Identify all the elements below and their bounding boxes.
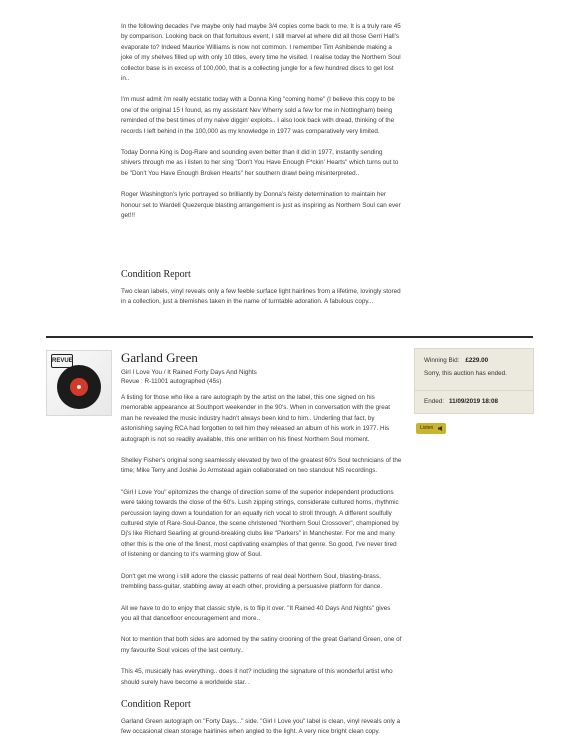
description-paragraph: I'm must admit i'm really ecstatic today with a Donna King "coming home" (I believe this copy to be one of the original 15 I found, as my assistant Nev Wherry sold a few for me in Nottingham) being reminded of the best times of my naive diggin' exploits.. I also look back with dread, thinking of the records I left behind in the 100,000 as my knowledge in 1977 was comparatively very limited.: [121, 96, 395, 135]
description-paragraph: "Girl I Love You" epitomizes the change of direction some of the superior independent productions were taking towards the close of the 60's. Lush zipping strings, considerate cultured horns, rhythmic percussion laying down a foundation for an equally rich vocal to stroll through. A different soulfully cultured style of Rare-Soul-Dance, the scene christened "Northern Soul Crossover", championed by Dj's like Richard Searling at ground-breaking clubs like "Parkers" in Manchester. For me and many other this is the one of the finest, most captivating examples of that genre. So good, I've never tired of listening or dancing to it's warming glow of Soul.: [121, 488, 399, 559]
description-paragraph: Don't get me wrong i still adore the classic patterns of real deal Northern Soul, blasting-brass, trembling bass-guitar, stabbing away at each other, providing a persuasive platform for dance.: [121, 572, 383, 591]
winning-bid-row: [424, 357, 488, 364]
auction-ended-box: [414, 390, 534, 414]
condition-report-text: Garland Green autograph on "Forty Days..." side. "Girl I Love you" label is clean, vinyl reveals only a few occasional clean storage hairlines when angled to the light. A very nice bright clean copy.: [121, 717, 401, 736]
description-paragraph: Shelley Fisher's original song seamlessly elevated by two of the greatest 60's Soul technicians of the time; Mike Terry and Joshie Jo Armstead again collaborated on two standout NS recordings.: [121, 457, 402, 475]
speaker-icon: [438, 426, 442, 431]
record-title: Girl I Love You / It Rained Forty Days And Nights: [121, 369, 257, 376]
description-paragraph: Today Donna King is Dog-Rare and sounding even better than it did in 1977, instantly sending shivers through me as i listen to her sing "Don't You Have Enough F*ckin' Hearts" which turns out to be "Don't You Have Enough Broken Hearts" her southern drawl being misinterpreted..: [121, 149, 399, 177]
description-paragraph: Roger Washington's lyric portrayed so brilliantly by Donna's feisty determination to maintain her honour set to Wardell Quezerque blasting arrangement is just as inspiring as Northern Soul can ever get!!!: [121, 191, 401, 220]
artist-name[interactable]: Garland Green: [121, 350, 198, 365]
description-paragraph: In the following decades I've maybe only had maybe 3/4 copies come back to me. It is a truly rare 45 by comparison. Looking back on that fortuitous event, I still marvel at where did all those Gerri Hall's evaporate to? Indeed Maurice Williams is now not common. I remember Tim Ashibende making a joke of my shelves filled up with only 10 titles, every time he visited. I realise today the Northern Soul collector base is in excess of 100,000, that is a collecting jungle for a few hundred discs to get lost in..: [121, 23, 401, 83]
condition-report-text: Two clean labels, vinyl reveals only a few feeble surface light hairlines from a lifetime, lovingly stored in a collection, just a blemishes taken in the name of turntable adoration. A fabulous copy...: [121, 287, 401, 305]
description-paragraph: This 45, musically has everything.. does it not? including the signature of this wonderful artist who should surely have become a worldwide star. .: [121, 668, 393, 686]
listen-button[interactable]: [416, 423, 446, 434]
top-fade: [121, 0, 402, 22]
description-paragraph: All we have to do to enjoy that classic style, is to flip it over. "It Rained 40 Days And Nights" gives you all that dancefloor encouragement and more..: [121, 604, 391, 622]
listen-label: Listen: [420, 425, 434, 431]
description-paragraph: A listing for those who like a rare autograph by the artist on the label, this one signed on his memorable appearance at Southport weekender in the 90's. When in conversation with the great man he revealed the music industry hadn't always been kind to him.. Underling that fact, by astonishing saying RCA had forgotten to tell him they released an album of his work in 1977. His autograph is not so readily available, this one written on his finest Northern Soul moment.: [121, 394, 390, 443]
revue-logo: REVUE: [51, 354, 73, 368]
condition-report-title: Condition Report: [121, 698, 191, 710]
condition-report-title: Condition Report: [121, 268, 191, 280]
listing-divider: [46, 336, 533, 338]
record-label-info: Revue : R-11001 autographed (45s): [121, 378, 222, 385]
ended-value: 11/09/2019 18:08: [449, 398, 499, 405]
description-paragraph: Not to mention that both sides are adorned by the satiny crooning of the great Garland Green, one of my favourite Soul voices of the last century..: [121, 636, 402, 654]
winning-bid-value: £229.00: [465, 357, 489, 364]
record-thumbnail[interactable]: [46, 350, 112, 416]
vinyl-label: [70, 378, 88, 396]
winning-bid-label: Winning Bid:: [424, 357, 460, 364]
record-sleeve-image: [47, 351, 111, 415]
auction-status: Sorry, this auction has ended.: [424, 370, 507, 377]
previous-listing-description: [121, 0, 402, 318]
vinyl-spindle-hole: [77, 385, 81, 389]
listing-main: [121, 350, 402, 749]
ended-label: Ended:: [424, 398, 444, 405]
vinyl-record-icon: [57, 365, 101, 409]
